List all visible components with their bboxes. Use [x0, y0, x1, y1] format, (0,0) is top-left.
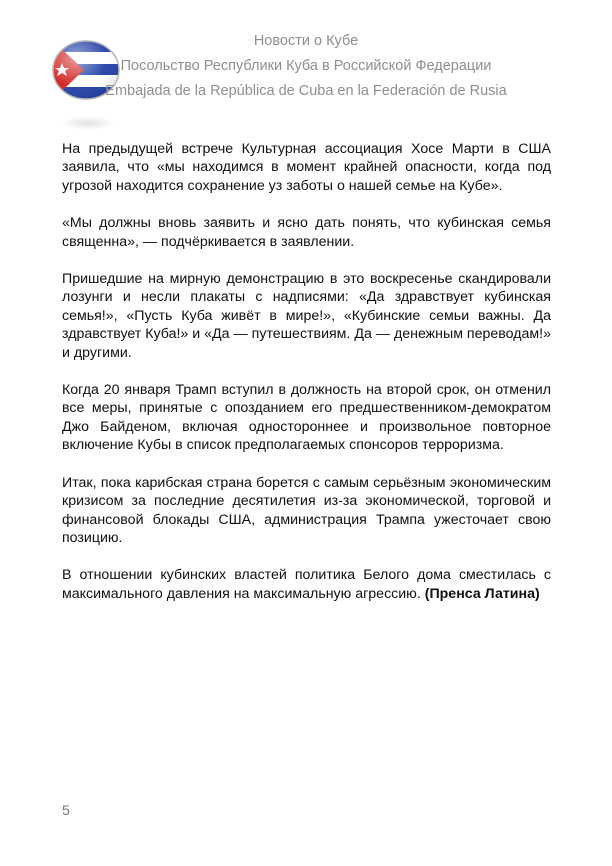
paragraph-4: Когда 20 января Трамп вступил в должность на второй срок, он отменил все меры, принятые с опозданием его предшественником-демократом Джо Байденом, включая одностороннее и произвольное повторное включение Кубы в список предполагаемых спонсоров терроризма. [62, 382, 551, 454]
paragraph-5: Итак, пока карибская страна борется с самым серьёзным экономическим кризисом за последние десятилетия из-за экономической, торговой и финансовой блокады США, администрация Трампа ужесточает свою позицию. [62, 474, 551, 546]
paragraph-6-text: В отношении кубинских властей политика Белого дома сместилась с максимального давления на максимальную агрессию. [62, 567, 551, 602]
paragraph-3: Пришедшие на мирную демонстрацию в это воскресенье скандировали лозунги и несли плакаты с надписями: «Да здравствует кубинская семья!», «Пусть Куба живёт в мире!», «Кубинские семьи важны. Да здравствует Куба!» и «Да — путешествиям. Да — денежным переводам!» и другими. [62, 271, 551, 361]
header-embassy-ru: Посольство Республики Куба в Российской Федерации [120, 58, 492, 74]
article-body [62, 140, 551, 622]
paragraph-6 [62, 566, 551, 603]
paragraph-2: «Мы должны вновь заявить и ясно дать понять, что кубинская семья священна», — подчёркивается в заявлении. [62, 215, 551, 250]
news-source: (Пренса Латина) [424, 585, 540, 602]
paragraph-1: На предыдущей встрече Культурная ассоциация Хосе Марти в США заявила, что «мы находимся в момент крайней опасности, когда под угрозой находится сохранение уз заботы о нашей семье на Кубе». [62, 141, 551, 194]
page-number: 5 [62, 802, 70, 818]
logo-shadow [62, 116, 114, 130]
page-header [0, 0, 612, 110]
header-title: Новости о Кубе [253, 33, 359, 49]
header-embassy-es: Embajada de la República de Cuba en la Federación de Rusia [105, 83, 507, 99]
